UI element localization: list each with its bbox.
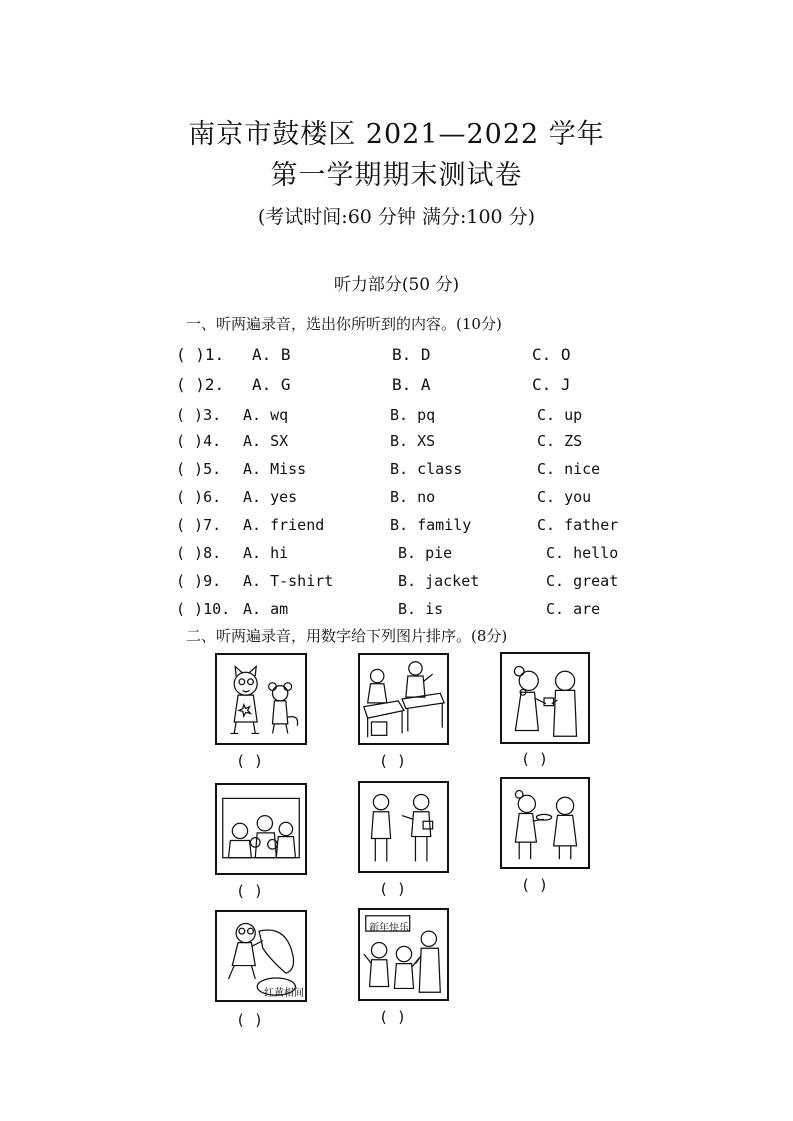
option-a: A. T-shirt [243,572,334,590]
answer-blank[interactable]: ( ) [236,1011,264,1029]
option-b: B. A [392,375,431,394]
option-c: C. ZS [537,432,583,450]
option-c: C. O [532,345,571,364]
banner-text: 新年快乐 [369,923,409,934]
option-c: C. nice [537,460,601,478]
option-a: A. G [252,375,291,394]
option-c: C. hello [546,544,619,562]
option-a: A. yes [243,488,298,506]
answer-blank[interactable]: ( ) [379,880,407,898]
option-b: B. is [398,600,444,618]
option-b: B. pq [390,406,436,424]
part2-instruction: 二、听两遍录音，用数字给下列图片排序。(8分) [186,627,508,645]
question-number[interactable]: ( )8. [176,544,222,562]
question-number[interactable]: ( )4. [176,432,222,450]
option-a: A. friend [243,516,325,534]
question-number[interactable]: ( )5. [176,460,222,478]
part1-instruction: 一、听两遍录音，选出你所听到的内容。(10分) [186,315,502,333]
option-a: A. hi [243,544,289,562]
picture-girl-with-cloth [215,910,307,1002]
option-a: A. wq [243,406,289,424]
option-b: B. pie [398,544,453,562]
picture-girl-and-boy [500,652,590,744]
exam-title-line2: 第一学期期末测试卷 [270,160,523,191]
picture-girls-with-cake [500,777,590,869]
option-c: C. great [546,572,619,590]
picture-classroom [358,653,449,745]
option-a: A. am [243,600,289,618]
option-c: C. are [546,600,601,618]
option-c: C. J [532,375,571,394]
option-c: C. you [537,488,592,506]
question-number[interactable]: ( )3. [176,406,222,424]
picture-family [215,783,307,875]
question-number[interactable]: ( )7. [176,516,222,534]
option-b: B. XS [390,432,436,450]
answer-blank[interactable]: ( ) [379,1008,407,1026]
option-a: A. Miss [243,460,307,478]
question-number[interactable]: ( )2. [176,375,225,394]
answer-blank[interactable]: ( ) [521,750,549,768]
option-c: C. up [537,406,583,424]
picture-new-year [358,908,449,1001]
answer-blank[interactable]: ( ) [236,882,264,900]
picture-cat-and-mouse [215,653,307,745]
sign-text: 红黄相间 [264,988,304,999]
option-b: B. jacket [398,572,480,590]
option-b: B. D [392,345,431,364]
option-a: A. SX [243,432,289,450]
option-c: C. father [537,516,619,534]
question-number[interactable]: ( )6. [176,488,222,506]
exam-title-line1: 南京市鼓楼区 2021—2022 学年 [188,119,605,150]
answer-blank[interactable]: ( ) [379,752,407,770]
question-number[interactable]: ( )9. [176,572,222,590]
option-a: A. B [252,345,291,364]
exam-info: (考试时间:60 分钟 满分:100 分) [257,206,536,228]
section-listening: 听力部分(50 分) [333,275,460,295]
question-number[interactable]: ( )1. [176,345,225,364]
option-b: B. class [390,460,463,478]
answer-blank[interactable]: ( ) [236,752,264,770]
option-b: B. no [390,488,436,506]
option-b: B. family [390,516,472,534]
answer-blank[interactable]: ( ) [521,876,549,894]
question-number[interactable]: ( )10. [176,600,231,618]
picture-thumbs-up [358,781,449,873]
